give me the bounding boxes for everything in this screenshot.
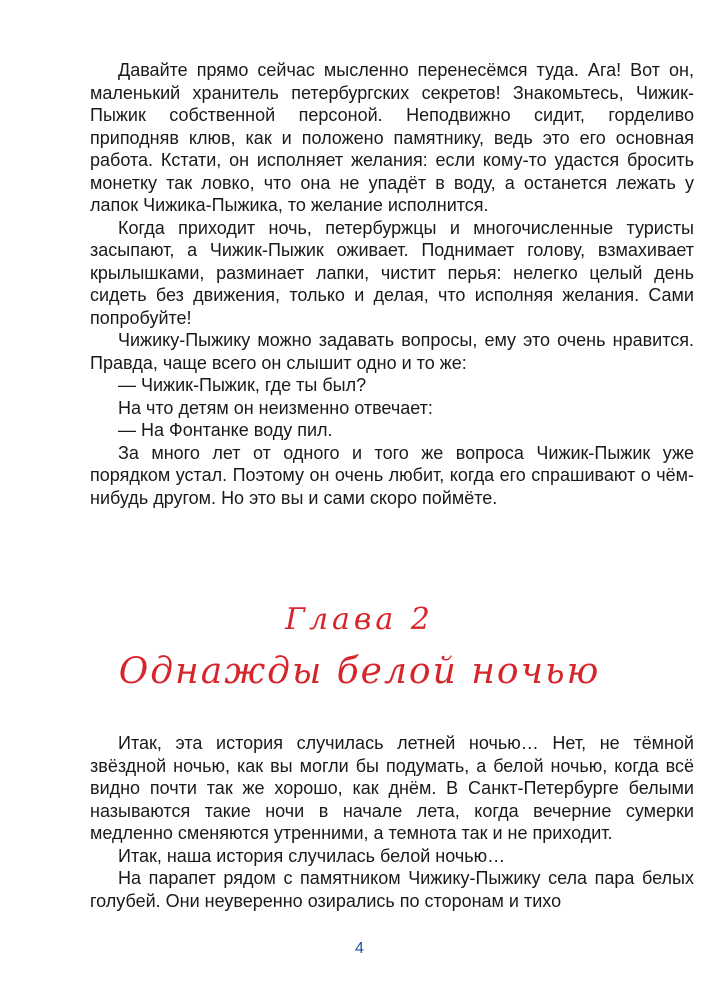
paragraph: Итак, эта история случилась летней ночью… Нет, не тёмной звёздной ночью, как вы могли бы подумать, а белой ночью, когда всё видно почти так же хорошо, как днём. В Санкт-Петербурге белыми называются такие ночи в начале лета, когда вечерние сумерки медленно сменяются утренними, а темнота так и не приходит.: [90, 733, 694, 843]
paragraph: Давайте прямо сейчас мысленно перенесёмся туда. Ага! Вот он, маленький хранитель петербургских секретов! Знакомьтесь, Чижик-Пыжик собственной персоной. Неподвижно сидит, горделиво приподняв клюв, как и положено памятнику, ведь это его основная работа. Кстати, он исполняет желания: если кому-то удастся бросить монетку так ловко, что она не упадёт в воду, а останется лежать у лапок Чижика-Пыжика, то желание исполнится.: [90, 60, 694, 215]
chapter-heading: [0, 600, 719, 698]
dialogue-line: — Чижик-Пыжик, где ты был?: [118, 375, 367, 395]
body-text-top: [90, 59, 694, 509]
page-number: 4: [355, 940, 364, 957]
paragraph: Когда приходит ночь, петербуржцы и многочисленные туристы засыпают, а Чижик-Пыжик оживает. Поднимает голову, взмахивает крылышками, разминает лапки, чистит перья: нелегко целый день сидеть без движения, только и делая, что исполняя желания. Сами попробуйте!: [90, 217, 694, 328]
chapter-number: Глава 2: [285, 602, 434, 637]
paragraph: На парапет рядом с памятником Чижику-Пыжику села пара белых голубей. Они неуверенно озирались по сторонам и тихо: [90, 868, 694, 911]
paragraph: На что детям он неизменно отвечает:: [118, 397, 433, 418]
paragraph: За много лет от одного и того же вопроса Чижик-Пыжик уже порядком устал. Поэтому он очень любит, когда его спрашивают о чём-нибудь другом. Но это вы и сами скоро поймёте.: [90, 442, 694, 508]
dialogue-line: — На Фонтанке воду пил.: [118, 420, 333, 440]
chapter-title: Однажды белой ночью: [118, 651, 601, 692]
body-text-bottom: [90, 732, 694, 912]
paragraph: Чижику-Пыжику можно задавать вопросы, ему это очень нравится. Правда, чаще всего он слышит одно и то же:: [90, 330, 694, 373]
paragraph: Итак, наша история случилась белой ночью…: [118, 845, 506, 866]
